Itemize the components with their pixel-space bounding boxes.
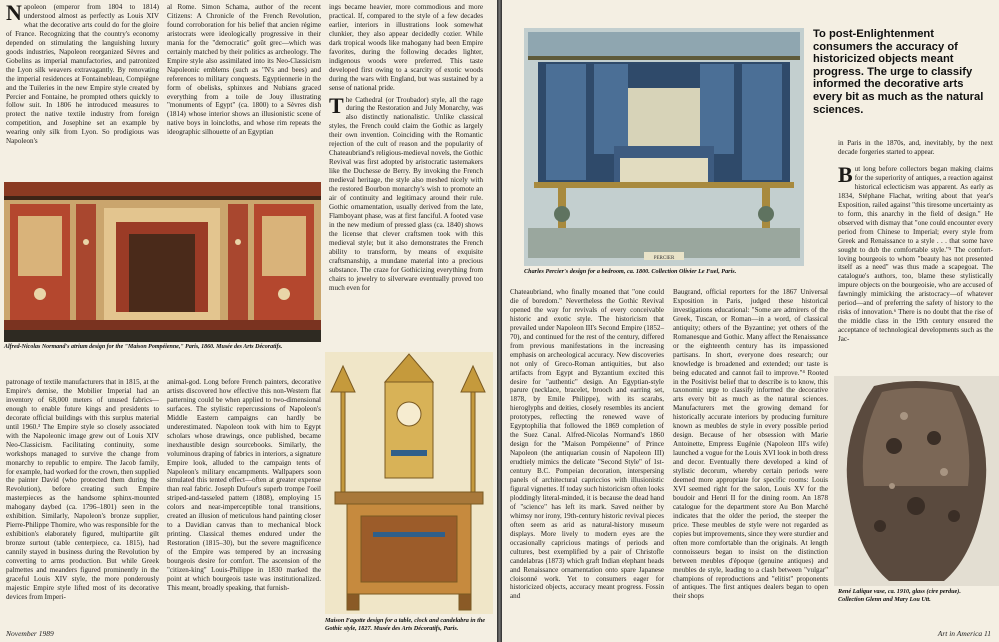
- right-top-text: [838, 139, 993, 157]
- left-top-column-1: [6, 0, 159, 146]
- gothic-figure-caption: Maison Fagotte design for a table, clock and candelabra in the Gothic style, 1827. Musée des Arts Décoratifs, Paris.: [325, 617, 486, 632]
- body-text: animal-god. Long before French painters, decorative artists discovered how effective this non-Western flat patterning could be when applied to two-dimensional surfaces. The stylistic repercussions of Napoleon's Middle Eastern campaigns can hardly be underestimated. Napoleon took with him to Egypt scholars whose drawings, once published, became inexhaustible design sourcebooks. Similarly, the voluminous draping of fabrics in interiors, a signature Empire look, alluded to the campaign tents of Napoleon's military encampments. Wallpapers soon simulated this tented effect—often at greater expense than real fabric. Joseph Dufour's superb trompe l'oeil striped-and-tasseled pattern (1808), employing 15 colors and near-imperceptible tonal transitions, created an illusion of meticulous hand painting closer to a Davidian canvas than to mechanical block printing. Classical themes endured under the Restoration (1815–30), but the severe magnificence of the Empire was tempered by an increasing bourgeois desire for comfort. The ascension of the "citizen-king" Louis-Philippe in 1830 marked the point at which bourgeois taste was institutionalized. This meant, broadly speaking, that furnish-: [167, 378, 321, 592]
- left-bottom-column-2: [167, 378, 321, 593]
- body-text: al Rome. Simon Schama, author of the recent Citizens: A Chronicle of the French Revolution, found corroboration for his belief that ancien régime aristocrats were ideologically progressive in their mania for the "democratic" goût grec—which was certainly matched by their politics as archeology. The Empire style also assimilated into its Neo-Classicism Napoleonic emblems (such as "N's and bees) and references to military conquests. Egyptiennerie in the form of obelisks, sphinxes and Nubians graced everything from a toile de Jouy illustrating "monuments of Egypt" (ca. 1800) to a Sèvres dish (1814) whose interior shows an illusionistic scene of native boys in loincloths, and whose rim repeats the ideographic silhouette of an Egyptian: [167, 3, 321, 137]
- lalique-vase-photo: [834, 376, 999, 586]
- lalique-figure-caption: René Lalique vase, ca. 1910, glass (cire perdue). Collection Glenn and Mary Lou Utt.: [838, 588, 961, 603]
- right-page: [502, 0, 999, 642]
- atrium-design-illustration: [4, 182, 321, 342]
- gothic-table-clock-illustration: [325, 352, 493, 614]
- right-column-a: [510, 288, 664, 601]
- page-folio-left: November 1989: [6, 629, 54, 638]
- body-text: Baugrand, official reporters for the 1867 Universal Exposition in Paris, judged these historical investigations educational: "Some are admirers of the Greek, Tuscan, or Roman—in a word, of classical antiquity; others of the Byzantine; yet others of the Romanesque and Gothic. Many affect the Renaissance or the eighteenth century has its impassioned partisans. In short, everyone does research; our knowledge is broadened and extended; our taste is being educated and cannot fail to improve."⁴ Rooted in the Positivist belief that to describe is to know, this taxonomic urge to classify informed the decorative arts every bit as much as the natural sciences. Manufacturers met the growing demand for historically accurate interiors by producing furniture known as meubles de style in every possible period design. Because of her obsession with Marie Antoinette, Empress Eugénie (Napoleon III's wife) launched a vogue for the Louis XVI look in both dress and decor. Eventually there developed a kind of stylistic decorum, whereby certain periods were deemed more appropriate for specific rooms: Louis XVI seemed right for the salon, Louis XV for the boudoir and Henri II for the dining room. An 1878 catalogue for the department store Au Bon Marché indicates that the older the period, the steeper the price. These meubles de style were not regarded as copies but improvements, since they were sturdier and often more comfortable than the originals. At length connoisseurs began to insist on the distinction between meubles d'époque (genuine antiques) and meubles de style, leading to a clash between "vulgar" champions of reproductions and "elitist" proponents of antiques. The first antiques dealers began to open their shops: [673, 288, 828, 601]
- right-column-b: [673, 288, 828, 601]
- vase-photo-graphic: [834, 376, 999, 586]
- drop-cap: T: [329, 92, 344, 118]
- body-text: in Paris in the 1870s, and, inevitably, by the next decade forgeries started to appear.: [838, 139, 993, 156]
- drop-cap: B: [838, 162, 853, 187]
- bedroom-illustration-graphic: [524, 28, 804, 266]
- gothic-illustration-graphic: [325, 352, 493, 614]
- page-folio-right: Art in America 11: [937, 629, 991, 638]
- body-text: Chateaubriand, who finally moaned that "one could die of boredom." Nevertheless the Gothic Revival opened the way for revivals of every conceivable historic and exotic style. The historicism that prevailed under Napoleon III's Second Empire (1852–70), and continued for the rest of the century, differed from previous manifestations in the increasing emphasis on archeological accuracy. New discoveries not only of Greco-Roman antiquities, but also artifacts from Egypt and Byzantium excited this desire for "authentic" design. An Egyptian-style parure (necklace, bracelet, brooch and earring set, 1878, by Emile Philippe), with its scarabs, hieroglyphs and deities, closely resembles its ancient prototypes, reflecting the renewed wave of Egyptophilia that followed the 1869 completion of the Suez Canal. Alfred-Nicolas Normand's 1860 design for the "Maison Pompéienne" of Prince Napoleon (the antiquarian cousin of Napoleon III) erudtiely mimics the delicate "Second Style" of 1st-century B.C. Pompeian decoration, interspersing panels of architectural capriccios with illusionistic figural vignettes. If today such historicism often looks ploddingly literal-minded, it is because the dead hand of "science" has left its mark. Saved neither by whimsy nor irony, 19th-century historic revival pieces often seem as arid as natural-history museum displays. More lively to modern eyes are the occasionally capricious matings of periods and cultures, best exemplified by a pair of Christofle candelabras (1873) which graft Indian elephant heads and Renaissance ornamentation onto spare Japanese cloisonné work. Yet to consumers eager for historicized objects, accuracy meant progress. Fossin and: [510, 288, 664, 601]
- percier-bedroom-illustration: [524, 28, 804, 266]
- percier-figure-caption: Charles Percier's design for a bedroom, ca. 1800. Collection Olivier Le Fuel, Paris.: [524, 268, 737, 275]
- percier-signature-label: PERCIER: [653, 256, 675, 261]
- left-column-3: [329, 3, 483, 293]
- body-text: apoleon (emperor from 1804 to 1814) understood almost as perfectly as Louis XIV what the decorative arts could do for the gloire of France. Recognizing that the country's economy depended on stimulating the languishing luxury goods industries, Napoleon reorganized Sèvres and Gobelins as imperial manufactories, and patronized the Lyon silk weavers extravagantly. By renovating the imperial residences at Fontainebleau, Compiègne and the Tuileries in the new Empire style created by Percier and Fontaine, he prompted others quickly to follow suit. In 1806 he introduced measures to protect the native textile industry from foreign competition, and Josephine set an example by wearing only silk from Lyon. So prodigious was Napoleon's: [6, 3, 159, 146]
- drop-cap: N: [6, 0, 22, 25]
- atrium-illustration-graphic: [4, 182, 321, 342]
- body-text: ut long before collectors began making claims for the superiority of antiques, a reaction against historical eclecticism was apparent. As early as 1834, Stéphane Flachat, writing about that year's Exposition, railed against "this tiresome uncertainty as to form, this anarchy in the field of design." He observed with dismay that "one could encounter every period from Chinese to Imperial; every style from Greek and Renaissance to a style . . . that some have sought to dub the comfortable style."⁵ The comfort-loving bourgeois to whom "beauty has not presented itself as a need" was thus made a scapegoat. The catalogue's authors, too, blame these stylistically impure objects on the bourgeoisie, who are accused of fawningly mimicking the aristocracy—of whatever period—and of preferring the safety of history to the risks of innovation.⁶ There is no doubt that the rise of the middle class in the 19th century ensured the acceptance of technological developments such as the Jac-: [838, 165, 993, 344]
- body-text: patronage of textile manufacturers that in 1815, at the Empire's demise, the Mobilier Imperial had an inventory of 68,000 meters of unused fabrics—enough to enable future kings and presidents to decorate official buildings with this surplus material until 1960.³ The Empire style so closely associated with the Napoleonic image grew out of Louis XIV Neo-Classicism. Facilitating continuity, some workshops managed to survive the change from monarchy to republic to empire. The Jacob family, for example, had worked for the crown, then supplied the painter David (who protected them during the Revolution), before creating such Empire masterpieces as the handsome sphinx-mounted mahogany daybed (ca. 1796–1801) seen in the exhibition. Similarly, Napoleon's bronze supplier, Pierre-Philippe Thomire, who was responsible for the exhibition's elaborately figured, multipartite gilt bronze surtout (table centerpiece, ca. 1815), had cannily stayed in business during the Revolution by converting to arms production. But while Greek palmettes and meanders figured prominently in the graceful Louis XIV style, the more ponderously majestic Empire style lifted most of its decorative devices from Imperi-: [6, 378, 159, 601]
- atrium-figure-caption: Alfred-Nicolas Normand's atrium design for the "Maison Pompéienne," Paris, 1860. Musée des Arts Décoratifs.: [4, 344, 283, 350]
- left-top-column-2: [167, 3, 321, 137]
- right-column-c: [838, 162, 993, 344]
- pull-quote: To post-Enlightenment consumers the accuracy of historicized objects meant progress. The urge to classify informed the decorative arts every bit as much as the natural sciences.: [813, 28, 984, 116]
- left-bottom-column-1: [6, 378, 159, 602]
- body-text: ings became heavier, more commodious and more practical. If, compared to the style of a few decades earlier, interiors in illustrations look somewhat clunkier, they also appear decidedly cozier. While dark tropical woods like mahogany had been Empire favorites, during the following decades lighter, indigenous woods were preferred. This taste developed first owing to a scarcity of exotic woods during the wars with England, but was sustained by a sense of national pride.: [329, 3, 483, 92]
- left-page: [0, 0, 497, 642]
- body-text: he Cathedral (or Troubador) style, all the rage during the Restoration and July Monarchy, was also distinctly nationalistic. Unlike classical styles, the French could claim the Gothic as largely their own invention. Coinciding with the Romantic rejection of the cult of reason and the popularity of Chateaubriand's religious-medieval novels, the Gothic Revival was first adopted by aristocratic tastemakers like the Duchesse de Berry. By invoking the French medieval heritage, the style also meshed nicely with the restored Bourbon monarchy's wish to promote an air of continuity and legitimacy around their rule. Gothic ornamentation, usually derived from the late, Flamboyant phase, was at first fanciful. A footed vase in the new medium of pressed glass (ca. 1840) shows the license that clever craftsmen took with this medieval style; but it also demonstrates the French ability to transform, by means of exquisite craftsmanship, a mundane material into a precious substance. The craze for Gothicizing everything from chairs to jewelry to silverware eventually proved too much even for: [329, 95, 483, 292]
